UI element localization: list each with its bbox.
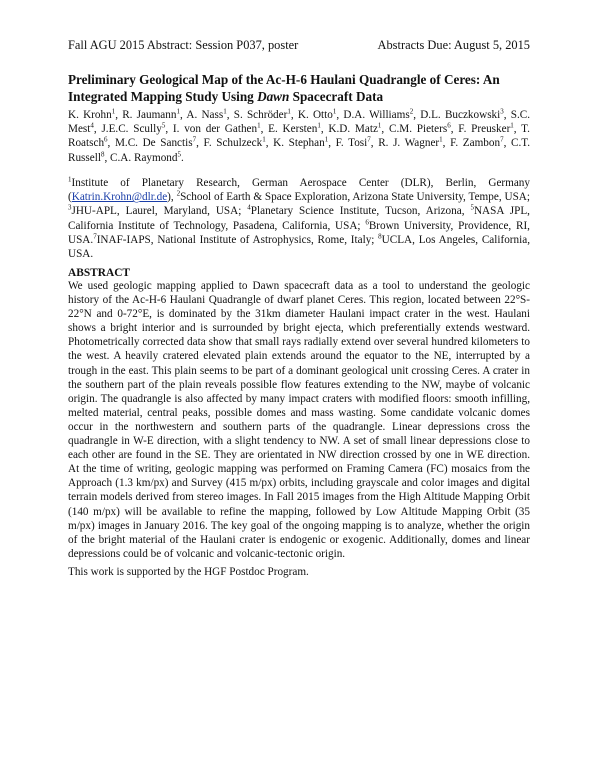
author-name: F. Zambon (450, 137, 501, 150)
author (273, 137, 328, 149)
author (234, 109, 291, 121)
author (450, 137, 504, 149)
author-name: I. von der Gathen (172, 123, 258, 136)
affiliation-7: INAF-IAPS, National Institute of Astrophysics, Rome, Italy; (96, 233, 379, 246)
author-affiliation: 1 (287, 107, 291, 116)
author-affiliation: 3 (500, 107, 504, 116)
session-info: Fall AGU 2015 Abstract: Session P037, poster (68, 38, 299, 52)
author-name: E. Kersten (268, 123, 318, 136)
author-name: C.T. Russell (68, 137, 531, 164)
author-name: J.E.C. Scully (101, 123, 162, 136)
author-affiliation: 6 (104, 135, 108, 144)
affiliation-6: Brown University, Providence, RI, USA. (68, 219, 530, 246)
author-name: C.M. Pieters (388, 123, 448, 136)
author-name: D.L. Buczkowski (420, 109, 501, 121)
author (110, 149, 181, 164)
due-date: Abstracts Due: August 5, 2015 (377, 38, 530, 52)
author-affiliation: 1 (257, 121, 261, 130)
author-name: D.A. Williams (343, 109, 410, 121)
author-affiliation: 1 (317, 121, 321, 130)
author (458, 123, 514, 135)
affiliation-1: Institute of Planetary Research, German Aerospace Center (DLR), Berlin, Germany ( (68, 177, 530, 204)
author-name: K. Stephan (273, 137, 325, 150)
title-end: Spacecraft Data (289, 89, 384, 104)
author-affiliation: 1 (176, 107, 180, 116)
affiliation-number: 2 (176, 189, 181, 198)
title-italic: Dawn (257, 89, 290, 104)
author-affiliation: 7 (500, 135, 504, 144)
author-affiliation: 7 (192, 135, 197, 144)
affiliation-number: 7 (93, 232, 97, 241)
author-affiliation: 1 (223, 107, 227, 116)
title-main: Preliminary Geological Map of the Ac-H-6 Haulani Quadrangle of Ceres: An Integrated Mapping Study Using (68, 72, 500, 104)
affiliation-number: 3 (68, 203, 72, 212)
author-affiliation: 5 (177, 149, 181, 158)
author-affiliation: 4 (90, 121, 94, 130)
author (328, 123, 381, 135)
author (343, 109, 413, 121)
author-name: C.A. Raymond (110, 151, 178, 164)
author-affiliation: 1 (510, 121, 514, 130)
author-name: R. Jaumann (122, 109, 177, 121)
author-affiliation: 1 (324, 135, 329, 144)
email-link[interactable]: Katrin.Krohn@dlr.de (71, 191, 168, 204)
author-affiliation: 1 (439, 135, 443, 144)
author-name: R. J. Wagner (378, 137, 440, 150)
author-name: S.C. Mest (68, 109, 531, 136)
author (122, 109, 180, 121)
funding-note: This work is supported by the HGF Postdoc Program. (68, 566, 309, 578)
author-affiliation: 1 (332, 107, 337, 116)
affiliations (68, 176, 530, 261)
author-affiliation: 2 (409, 107, 414, 116)
author-name: K. Krohn (68, 109, 112, 121)
affiliation-number: 8 (378, 232, 382, 241)
author-name: F. Schulzeck (203, 137, 263, 150)
author-affiliation: 8 (100, 149, 105, 158)
author-affiliation: 1 (377, 121, 382, 130)
affiliation-number: 5 (470, 203, 474, 212)
author-name: K. Otto (297, 109, 333, 121)
affiliation-number: 4 (247, 203, 251, 212)
author-affiliation: 5 (161, 121, 166, 130)
author-name: A. Nass (186, 109, 224, 121)
author-name: F. Preusker (458, 123, 511, 136)
author-affiliation: 7 (367, 135, 371, 144)
affiliation-5: NASA JPL, California Institute of Technology, Pasadena, California, USA; (68, 205, 530, 232)
author (389, 123, 451, 135)
author-name: F. Tosi (335, 137, 368, 150)
affiliation-2: School of Earth & Space Exploration, Arizona State University, Tempe, USA; (180, 191, 530, 204)
paper-title (68, 71, 530, 105)
author (268, 123, 321, 135)
author (204, 137, 266, 149)
author-affiliation: 1 (111, 107, 116, 116)
author (378, 137, 442, 149)
abstract-heading: ABSTRACT (68, 267, 131, 279)
author (420, 109, 504, 121)
author-affiliation: 1 (262, 135, 266, 144)
affiliation-3: JHU-APL, Laurel, Maryland, USA; (71, 205, 248, 218)
author-name: M.C. De Sanctis (114, 137, 193, 150)
affiliation-8: UCLA, Los Angeles, California, USA. (68, 233, 530, 261)
author (336, 137, 371, 149)
affiliation-number: 1 (68, 175, 72, 184)
affiliation-number: 6 (365, 217, 369, 226)
author-affiliation: 6 (447, 121, 451, 130)
author-name: K.D. Matz (328, 123, 378, 136)
author (173, 123, 261, 135)
author-list: K. Krohn$^1$, R. Jaumann$^1$, A. Nass$^1$, S. Schröder$^1$, K. Otto$^1$, D.A. Williams$^2$, D.L. Buczkowski$^3$, S.C. Mest$^4$, J.E.C. Scully$^5$, I. von der Gathen$^1$, E. Kersten$^1$, K.D. Matz$^1$, C.M. Pieters$^6$, F. Preusker$^1$, T. Roatsch$^6$, M.C. De Sanctis$^7$, F. Schulzeck$^1$, K. Stephan$^1$, F. Tosi$^7$, R. J. Wagner$^1$, F. Zambon$^7$, C.T. Russell$^8$, C.A. Raymond$^5$. (68, 107, 531, 164)
author (298, 109, 336, 121)
author-name: S. Schröder (233, 109, 288, 121)
abstract-body: We used geologic mapping applied to Dawn spacecraft data as a tool to understand the geologic history of the Ac-H-6 Haulani Quadrangle of dwarf planet Ceres. This region, located between 22°S-22°N and 0-72°E, is dominated by the 31km diameter Haulani impact crater in the west. Haulani shows a bright interior and is surrounded by bright ejecta, which preferentially extends westward. Photometrically corrected data show that small rays radially extend over several hundred kilometers to the west. A heavily cratered elevated plain extends around the equator to the NE, interrupted by a trough in the east. This plain seems to be part of a dominant geological unit crossing Ceres. A crater in the southern part of the plain reveals possible flow features extending to the NW, maybe of volcanic origin. The quadrangle is also affected by many impact craters with modified floors: smooth infilling, melted material, central peaks, possible domes and mass wasting. Some candidate volcanic domes occur in the northwestern and southern parts of the quadrangle. Linear depressions cross the quadrangle in W-E direction, with a slight tendency to NW. A set of small linear depressions close to each other are found in the SE. They are orientated in NW direction crossed by one in WE direction. At the time of writing, geologic mapping was performed on Framing Camera (FC) mosaics from the Approach (1.3 km/px) and Survey (415 m/px) orbits, including grayscale and color images and digital terrain models derived from stereo images. In Fall 2015 images from the High Altitude Mapping Orbit (140 m/px) will be available to refine the mapping, followed by Low Altitude Mapping Orbit (35 m/px) images in January 2016. The key goal of the ongoing mapping is to analyze, whether the origin of the bright material of the Haulani crater is endogenic or exogenic. Additionally, domes and linear depressions could be of volcanic and volcanic-tectonic origin. (68, 280, 530, 560)
author (115, 137, 196, 149)
affiliation-4: Planetary Science Institute, Tucson, Arizona, (250, 205, 471, 218)
author-name: T. Roatsch (68, 123, 530, 150)
affiliation-1-close: ), (167, 191, 177, 204)
author (101, 123, 165, 135)
author (68, 109, 115, 121)
author (186, 109, 226, 121)
